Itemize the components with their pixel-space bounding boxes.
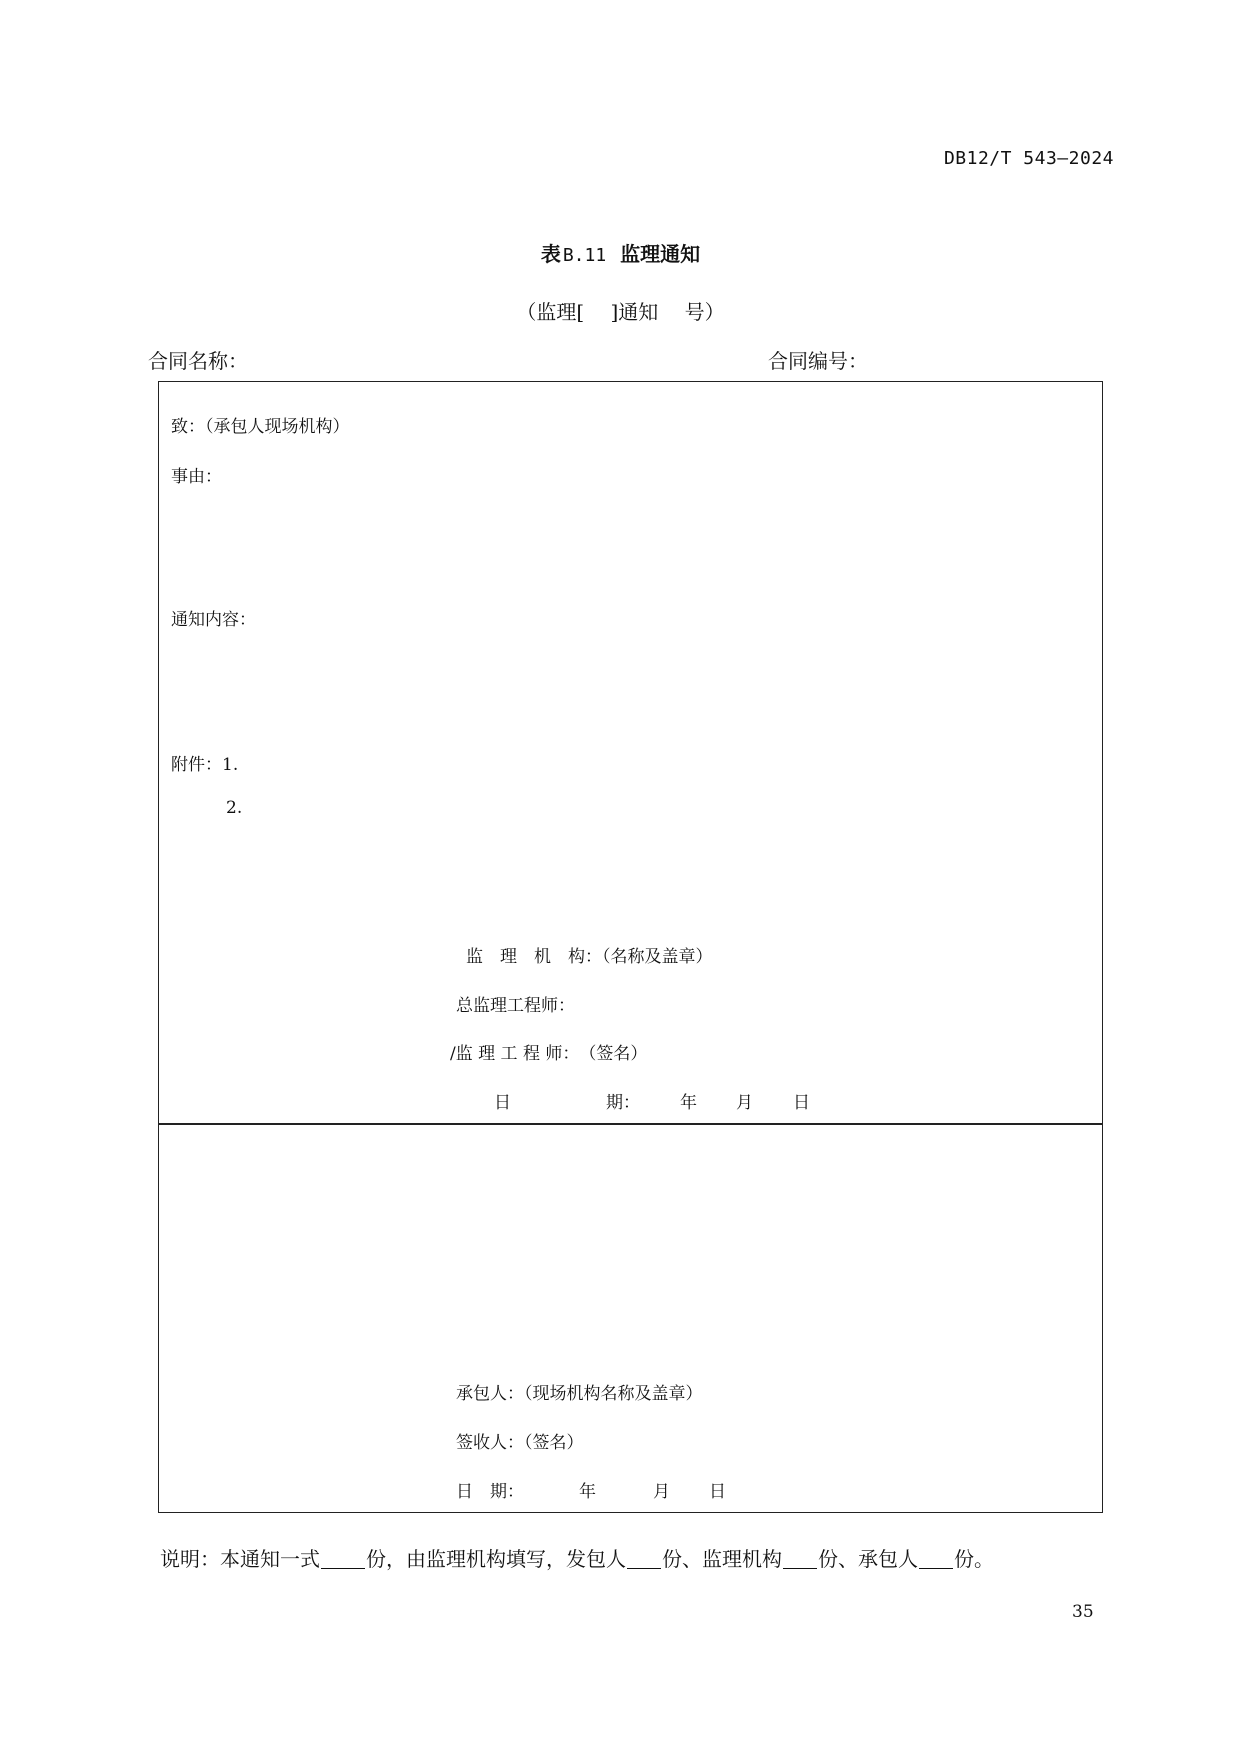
copies-blank-contractor [919, 1567, 953, 1569]
note-part-1: 说明：本通知一式 [160, 1547, 320, 1571]
copies-blank-owner [627, 1567, 661, 1569]
chief-engineer-label: 总监理工程师： [456, 996, 575, 1016]
receipt-date-year: 年 [579, 1482, 596, 1502]
reason-label: 事由： [171, 467, 222, 487]
title-name: 监理通知 [620, 242, 701, 266]
table-title [0, 238, 1241, 267]
date-period-label: 期： [606, 1093, 640, 1113]
date-day: 日 [793, 1093, 810, 1113]
contract-name-label: 合同名称： [148, 349, 248, 373]
title-number: B.11 [562, 245, 607, 266]
receipt-date-day: 日 [709, 1482, 726, 1502]
content-label: 通知内容： [171, 610, 256, 630]
notice-number-line: （监理[ ]通知 号） [516, 300, 725, 324]
copies-blank-supervisor [783, 1567, 817, 1569]
receipt-section [158, 1123, 1103, 1513]
receipt-date-label: 日 期： [456, 1482, 524, 1502]
page-number: 35 [1072, 1602, 1094, 1622]
recipient-line: 致：（承包人现场机构） [171, 417, 350, 437]
note-part-3: 份、监理机构 [662, 1547, 782, 1571]
date-day-char: 日 [494, 1093, 511, 1113]
document-code: DB12/T 543—2024 [943, 148, 1114, 169]
attachment-1: 附件：1. [171, 755, 239, 775]
notice-section [158, 381, 1103, 1125]
copies-blank-total [321, 1567, 365, 1569]
attachment-2: 2. [226, 798, 243, 818]
title-prefix: 表 [540, 242, 561, 266]
note-part-2: 份，由监理机构填写，发包人 [366, 1547, 626, 1571]
signer-label: 签收人：（签名） [456, 1433, 584, 1453]
note-part-5: 份。 [954, 1547, 994, 1571]
engineer-signature-label: /监 理 工 程 师： （签名） [450, 1044, 648, 1064]
supervision-org-label: 监 理 机 构：（名称及盖章） [466, 947, 713, 967]
date-year: 年 [680, 1093, 697, 1113]
note-part-4: 份、承包人 [818, 1547, 918, 1571]
explanation-note [160, 1543, 994, 1572]
date-month: 月 [736, 1093, 753, 1113]
contractor-label: 承包人：（现场机构名称及盖章） [456, 1384, 703, 1404]
contract-number-label: 合同编号： [768, 349, 868, 373]
receipt-date-month: 月 [653, 1482, 670, 1502]
